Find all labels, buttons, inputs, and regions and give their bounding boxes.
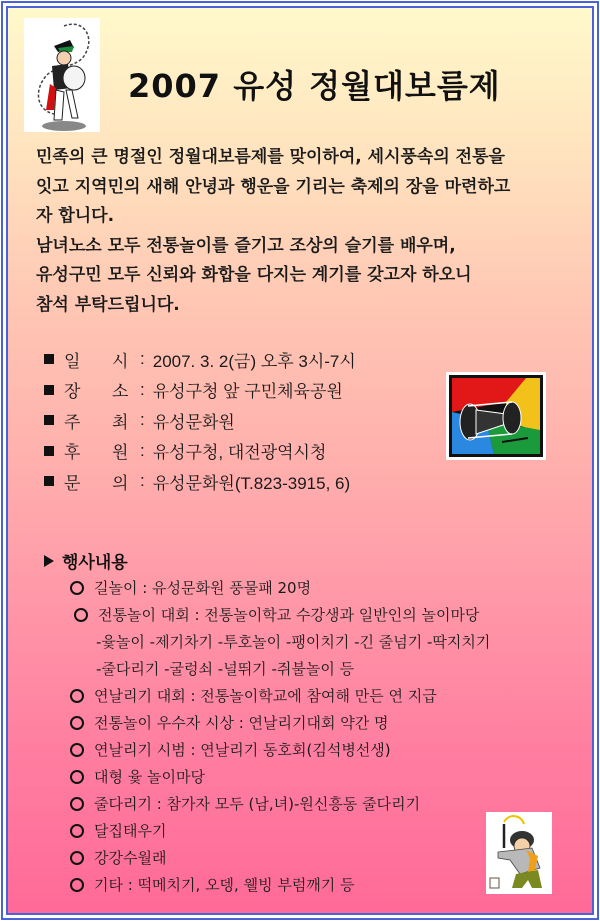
janggu-drum-clipart — [446, 372, 546, 460]
info-value: 유성구청 앞 구민체육공원 — [152, 382, 343, 402]
list-item-text: 기타 : 떡메치기, 오뎅, 웰빙 부럼깨기 등 — [94, 876, 355, 894]
square-bullet-icon — [44, 476, 54, 486]
poster — [6, 6, 594, 915]
list-item — [70, 601, 490, 628]
circle-bullet-icon — [70, 824, 84, 838]
circle-bullet-icon — [70, 716, 84, 730]
info-value: 유성문화원 — [152, 412, 235, 432]
list-item-text: 전통놀이 대회 : 전통놀이학교 수강생과 일반인의 놀이마당 — [98, 606, 480, 624]
circle-bullet-icon — [70, 581, 84, 595]
intro-line: 유성구민 모두 신뢰와 화합을 다지는 계기를 갖고자 하오니 — [36, 265, 472, 285]
circle-bullet-icon — [70, 689, 84, 703]
list-item-text: 줄다리기 : 참가자 모두 (남,녀)-원신흥동 줄다리기 — [94, 795, 421, 813]
square-bullet-icon — [44, 385, 54, 395]
list-item — [70, 844, 490, 871]
info-row-datetime — [44, 344, 356, 375]
pungmul-drummer-clipart — [24, 18, 100, 132]
list-item-text: 연날리기 대회 : 전통놀이학교에 참여해 만든 연 지급 — [94, 687, 437, 705]
square-bullet-icon — [44, 354, 54, 364]
circle-bullet-icon — [70, 851, 84, 865]
circle-bullet-icon — [70, 770, 84, 784]
intro-paragraph — [36, 143, 596, 320]
event-program-list — [70, 574, 490, 898]
fire-torch-boy-clipart — [486, 812, 552, 894]
square-bullet-icon — [44, 446, 54, 456]
list-item-sub — [70, 655, 490, 682]
info-value: 유성문화원(T.823-3915, 6) — [152, 473, 351, 493]
circle-bullet-icon — [74, 608, 88, 622]
separator: : — [140, 410, 145, 430]
separator: : — [140, 379, 145, 399]
info-label: 주 — [64, 412, 81, 432]
separator: : — [140, 440, 145, 460]
list-item-text: 대형 윷 놀이마당 — [94, 768, 205, 786]
circle-bullet-icon — [70, 797, 84, 811]
event-info-list — [44, 344, 356, 497]
info-value: 2007. 3. 2(금) 오후 3시-7시 — [152, 351, 356, 371]
list-item — [70, 871, 490, 898]
info-row-venue — [44, 375, 356, 406]
list-item-text: -줄다리기 -굴렁쇠 -널뛰기 -쥐불놀이 등 — [96, 660, 355, 678]
square-bullet-icon — [44, 415, 54, 425]
list-item — [70, 790, 490, 817]
circle-bullet-icon — [70, 743, 84, 757]
list-item — [70, 817, 490, 844]
info-label: 장 — [64, 382, 81, 402]
info-label: 문 — [64, 473, 81, 493]
list-item-sub — [70, 628, 490, 655]
page-title: 2007 유성 정월대보름제 — [128, 67, 501, 105]
list-item — [70, 736, 490, 763]
list-item — [70, 763, 490, 790]
intro-line: 민족의 큰 명절인 정월대보름제를 맞이하여, 세시풍속의 전통을 — [36, 147, 505, 167]
info-label: 최 — [112, 412, 129, 432]
separator: : — [140, 471, 145, 491]
info-label: 소 — [112, 382, 129, 402]
triangle-bullet-icon — [44, 555, 54, 567]
info-row-inquiry — [44, 466, 356, 497]
circle-bullet-icon — [70, 878, 84, 892]
list-item-text: 길놀이 : 유성문화원 풍물패 20명 — [94, 579, 312, 597]
list-item-text: 전통놀이 우수자 시상 : 연날리기대회 약간 명 — [94, 714, 389, 732]
separator: : — [140, 349, 145, 369]
info-row-host — [44, 405, 356, 436]
intro-line: 잇고 지역민의 새해 안녕과 행운을 기리는 축제의 장을 마련하고 — [36, 176, 511, 197]
info-row-sponsor — [44, 436, 356, 467]
info-label: 시 — [112, 351, 129, 371]
list-item-text: 강강수월래 — [94, 849, 167, 867]
list-item-text: -윷놀이 -제기차기 -투호놀이 -팽이치기 -긴 줄넘기 -딱지치기 — [96, 633, 491, 651]
info-label: 일 — [64, 351, 81, 371]
info-label: 의 — [112, 473, 129, 493]
list-item — [70, 574, 490, 601]
intro-line: 남녀노소 모두 전통놀이를 즐기고 조상의 슬기를 배우며, — [36, 235, 456, 256]
intro-line: 자 합니다. — [36, 206, 115, 226]
list-item-text: 연날리기 시범 : 연날리기 동호회(김석병선생) — [94, 741, 391, 759]
info-value: 유성구청, 대전광역시청 — [152, 443, 327, 463]
info-label: 원 — [112, 443, 129, 463]
list-item-text: 달집태우기 — [94, 822, 167, 840]
info-label: 후 — [64, 443, 81, 463]
list-item — [70, 709, 490, 736]
section-heading-events — [44, 548, 128, 573]
section-title-text: 행사내용 — [62, 553, 128, 573]
intro-line: 참석 부탁드립니다. — [36, 294, 180, 315]
list-item — [70, 682, 490, 709]
